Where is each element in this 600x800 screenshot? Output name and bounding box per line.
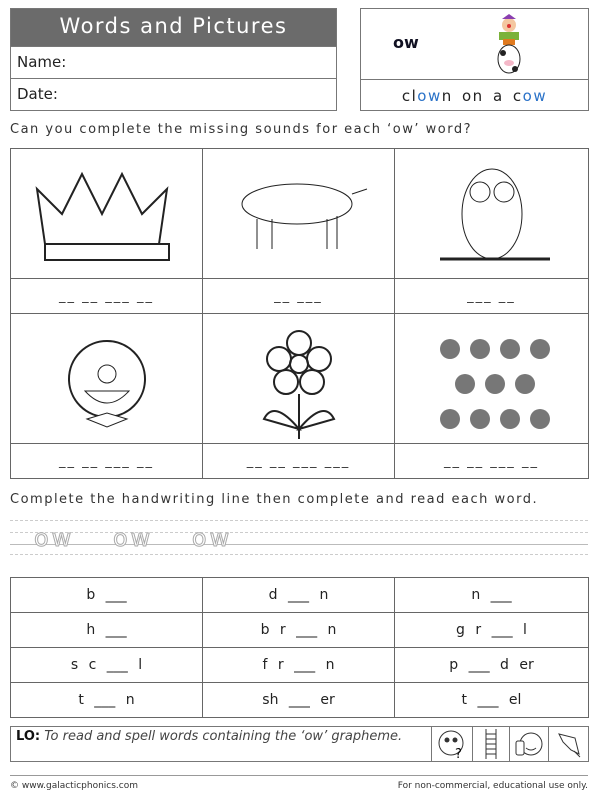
key-phrase: clown on a cow [401, 87, 548, 105]
word-cell[interactable]: d ___ n [202, 577, 395, 613]
date-label: Date: [17, 85, 58, 103]
word-cell[interactable]: b r ___ n [202, 612, 395, 648]
crown-icon [25, 154, 189, 274]
instruction-1: Can you complete the missing sounds for each ‘ow’ word? [10, 122, 473, 137]
picture-owl [394, 148, 589, 279]
svg-text:?: ? [455, 747, 462, 759]
date-field[interactable] [11, 78, 336, 110]
cow-icon [217, 154, 381, 274]
footer-divider [10, 775, 588, 776]
rocket-icon[interactable] [548, 726, 589, 762]
word-cell[interactable]: s c ___ l [10, 647, 203, 683]
picture-crowd [394, 313, 589, 444]
focus-box [360, 8, 589, 111]
crowd-icon [410, 319, 574, 439]
thumbs-up-smiley-icon[interactable] [509, 726, 549, 762]
owl-icon [410, 154, 574, 274]
word-cell[interactable]: b ___ [10, 577, 203, 613]
footer-website[interactable]: © www.galacticphonics.com [10, 781, 138, 791]
tracing-word: ow [112, 524, 154, 552]
confused-face-icon[interactable] [431, 726, 473, 762]
picture-flower [202, 313, 395, 444]
grapheme: ow [393, 33, 419, 52]
instruction-2: Complete the handwriting line then complete and read each word. [10, 492, 539, 507]
flower-icon [217, 319, 381, 439]
word-cell[interactable]: n ___ [394, 577, 589, 613]
tracing-word: ow [191, 524, 233, 552]
footer-usage-note: For non-commercial, educational use only. [397, 781, 588, 791]
answer-blanks[interactable]: __ ___ [202, 278, 395, 314]
picture-cow [202, 148, 395, 279]
picture-crown [10, 148, 203, 279]
clown-icon [25, 319, 189, 439]
word-cell[interactable]: p ___ d er [394, 647, 589, 683]
handwriting-line[interactable] [10, 520, 588, 556]
picture-clown [10, 313, 203, 444]
word-cell[interactable]: g r ___ l [394, 612, 589, 648]
worksheet-title: Words and Pictures [11, 9, 336, 46]
name-field[interactable] [11, 46, 336, 78]
word-cell[interactable]: t ___ n [10, 682, 203, 718]
word-cell[interactable]: sh ___ er [202, 682, 395, 718]
answer-blanks[interactable]: ___ __ [394, 278, 589, 314]
answer-blanks[interactable]: __ __ ___ __ [10, 278, 203, 314]
answer-blanks[interactable]: __ __ ___ __ [10, 443, 203, 479]
lo-text: To read and spell words containing the ‘ow’ grapheme. [44, 729, 403, 744]
learning-objective [10, 726, 432, 762]
answer-blanks[interactable]: __ __ ___ __ [394, 443, 589, 479]
ladder-icon[interactable] [472, 726, 510, 762]
tracing-word: ow [34, 524, 75, 552]
lo-label: LO: [16, 729, 41, 744]
word-cell[interactable]: h ___ [10, 612, 203, 648]
word-cell[interactable]: f r ___ n [202, 647, 395, 683]
clown-on-cow-icon [489, 13, 529, 77]
word-cell[interactable]: t ___ el [394, 682, 589, 718]
name-label: Name: [17, 53, 67, 71]
answer-blanks[interactable]: __ __ ___ ___ [202, 443, 395, 479]
header-box [10, 8, 337, 111]
